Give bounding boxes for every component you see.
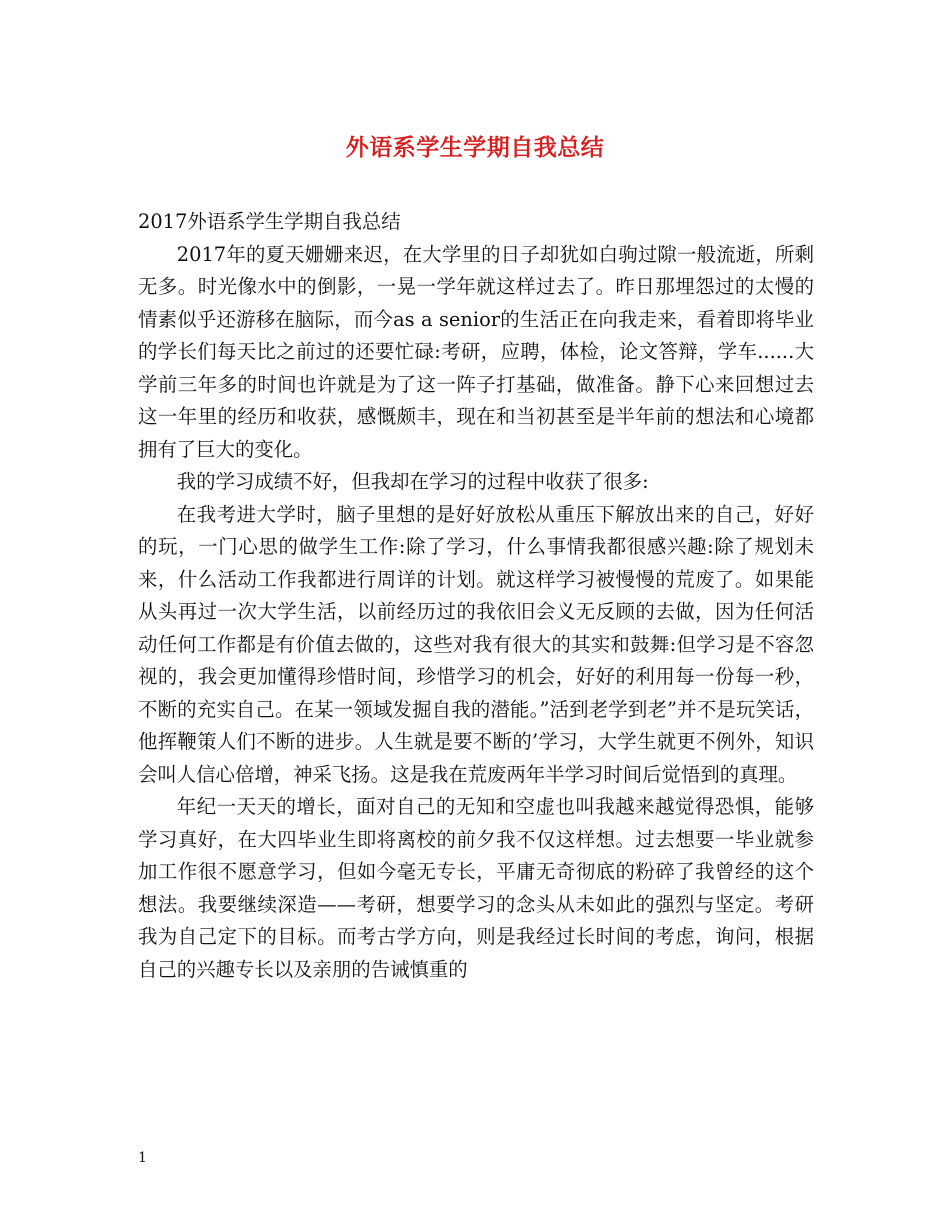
- document-body: [138, 206, 814, 986]
- paragraph: 在我考进大学时，脑子里想的是好好放松从重压下解放出来的自己，好好的玩，一门心思的做学生工作:除了学习，什么事情我都很感兴趣:除了规划未来，什么活动工作我都进行周详的计划。就这样学习被慢慢的荒废了。如果能从头再过一次大学生活，以前经历过的我依旧会义无反顾的去做，因为任何活动任何工作都是有价值去做的，这些对我有很大的其实和鼓舞:但学习是不容忽视的，我会更加懂得珍惜时间，珍惜学习的机会，好好的利用每一份每一秒，不断的充实自己。在某一领域发掘自我的潜能。”活到老学到老”并不是玩笑话，他挥鞭策人们不断的进步。人生就是要不断的’学习，大学生就更不例外，知识会叫人信心倍增，神采飞扬。这是我在荒废两年半学习时间后觉悟到的真理。: [138, 502, 814, 786]
- paragraph: 年纪一天天的增长，面对自己的无知和空虚也叫我越来越觉得恐惧，能够学习真好，在大四毕业生即将离校的前夕我不仅这样想。过去想要一毕业就参加工作很不愿意学习，但如今毫无专长，平庸无奇彻底的粉碎了我曾经的这个想法。我要继续深造——考研，想要学习的念头从未如此的强烈与坚定。考研我为自己定下的目标。而考古学方向，则是我经过长时间的考虑，询问，根据自己的兴趣专长以及亲朋的告诫慎重的: [138, 795, 814, 981]
- document-title: 外语系学生学期自我总结: [345, 135, 605, 161]
- document-subtitle: 2017外语系学生学期自我总结: [138, 210, 401, 233]
- page-number: 1: [138, 1150, 147, 1166]
- paragraph: 2017年的夏天姗姗来迟，在大学里的日子却犹如白驹过隙一般流逝，所剩无多。时光像水中的倒影，一晃一学年就这样过去了。昨日那埋怨过的太慢的情素似乎还游移在脑际，而今as a senior的生活正在向我走来，看着即将毕业的学长们每天比之前过的还要忙碌:考研，应聘，体检，论文答辩，学车......大学前三年多的时间也许就是为了这一阵子打基础，做准备。静下心来回想过去这一年里的经历和收获，感慨颇丰，现在和当初甚至是半年前的想法和心境都拥有了巨大的变化。: [138, 242, 814, 461]
- paragraph: 我的学习成绩不好，但我却在学习的过程中收获了很多:: [176, 470, 649, 493]
